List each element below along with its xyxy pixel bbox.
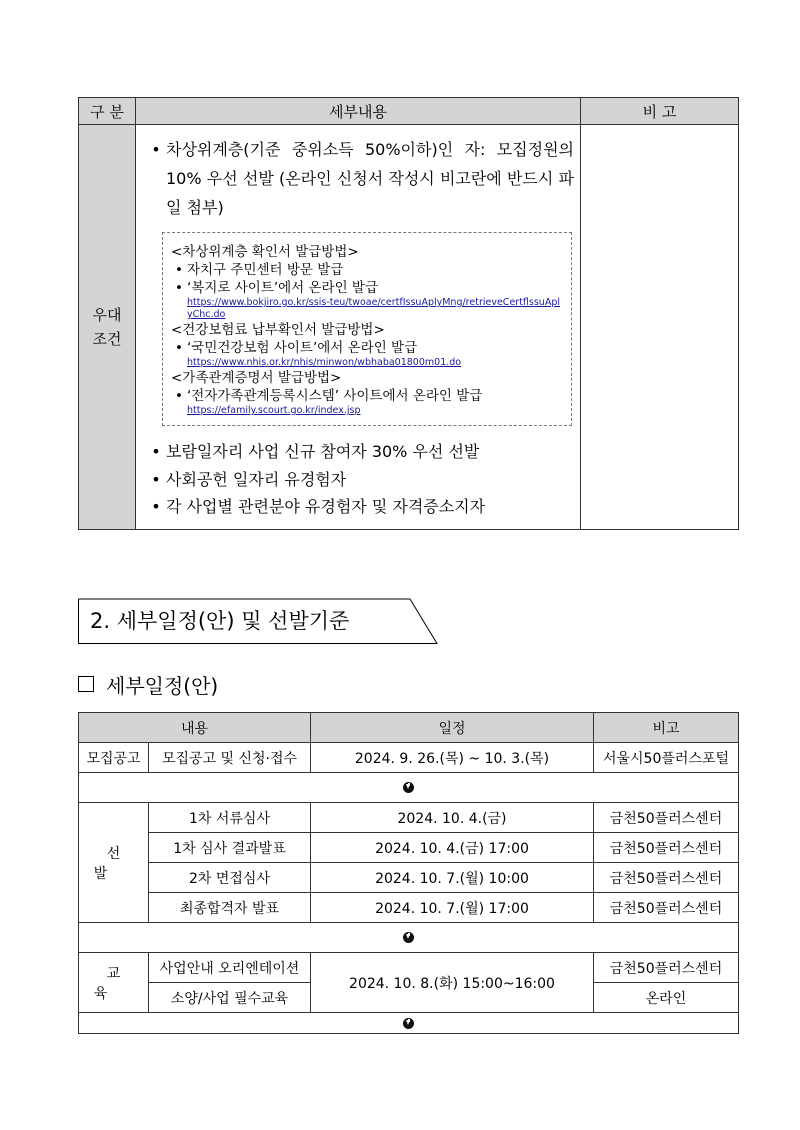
bullet-list [146,438,574,521]
table-row [79,803,739,833]
bullet-icon: • [175,280,183,296]
cell-note: 금천50플러스센터 [594,893,739,923]
row-label-text: 우대 조건 [92,305,122,348]
note-cell [581,125,739,530]
list-item-text: ‘복지로 사이트’에서 온라인 발급 [187,280,378,296]
bullet-text: 각 사업별 관련분야 유경험자 및 자격증소지자 [166,497,486,516]
header-content: 내용 [79,713,311,743]
cell-note: 금천50플러스센터 [594,863,739,893]
url-link[interactable]: https://www.nhis.or.kr/nhis/minwon/wbhaba01800m01.do [187,357,462,368]
table-row [79,743,739,773]
bullet-icon: • [151,497,161,516]
cell-date: 2024. 9. 26.(목) ~ 10. 3.(목) [311,743,594,773]
cell-date: 2024. 10. 7.(월) 10:00 [311,863,594,893]
section-heading-text: 2. 세부일정(안) 및 선발기준 [90,609,350,633]
list-item [171,387,561,405]
table-row [79,953,739,983]
bullet-text: 사회공헌 일자리 유경험자 [166,469,347,489]
bullet-icon: • [175,388,183,404]
cell-date: 2024. 10. 4.(금) 17:00 [311,833,594,863]
list-item [146,493,574,521]
header-note: 비고 [594,713,739,743]
down-arrow-icon [403,1018,414,1029]
cell-note: 서울시50플러스포털 [594,743,739,773]
cell-date: 2024. 10. 4.(금) [311,803,594,833]
cell-note: 금천50플러스센터 [594,803,739,833]
category-recruit: 모집공고 [79,743,149,773]
down-arrow-icon [403,782,414,793]
cell-note: 금천50플러스센터 [594,953,739,983]
preference-table [78,97,739,530]
box-section-title: <가족관계증명서 발급방법> [171,370,342,386]
list-item [171,279,561,297]
header-note: 비 고 [581,98,739,125]
down-arrow-icon [403,932,414,943]
bullet-icon: • [151,140,161,159]
bullet-text: 차상위계층(기준 중위소득 50%이하)인 자: 모집정원의 10% 우선 선발 (온라인 신청서 작성시 비고란에 반드시 파일 첨부) [166,140,574,217]
list-item [146,135,574,222]
table-row [79,833,739,863]
subheading [78,672,218,700]
header-schedule: 일정 [311,713,594,743]
cell-note: 금천50플러스센터 [594,833,739,863]
cell-item: 최종합격자 발표 [149,893,311,923]
list-item [171,261,561,279]
cell-item: 1차 심사 결과발표 [149,833,311,863]
bullet-icon: • [151,469,161,489]
arrow-row [79,773,739,803]
document-issuance-box [162,232,572,426]
arrow-row [79,1013,739,1034]
cell-item: 2차 면접심사 [149,863,311,893]
table-row [79,125,739,530]
cell-item: 소양/사업 필수교육 [149,983,311,1013]
header-category: 구 분 [79,98,136,125]
bullet-icon: • [175,340,183,356]
table-header-row [79,98,739,125]
url-link[interactable]: https://efamily.scourt.go.kr/index.jsp [187,405,361,416]
schedule-table [78,712,739,1034]
section-heading [78,598,438,644]
list-item-text: 자치구 주민센터 방문 발급 [187,262,344,278]
cell-date: 2024. 10. 8.(화) 15:00~16:00 [311,953,594,1013]
cell-item: 사업안내 오리엔테이션 [149,953,311,983]
checkbox-square-icon [78,676,94,692]
url-link[interactable]: https://www.bokjiro.go.kr/ssis-teu/twoae/certfIssuAplyMng/retrieveCertflssuAplyChc.do [187,297,560,320]
list-item-text: ‘전자가족관계등록시스템’ 사이트에서 온라인 발급 [187,388,483,404]
header-details: 세부내용 [136,98,581,125]
arrow-row [79,923,739,953]
box-section-title: <건강보험료 납부확인서 발급방법> [171,322,385,338]
table-row [79,893,739,923]
bullet-text: 보람일자리 사업 신규 참여자 30% 우선 선발 [166,442,480,461]
cell-note: 온라인 [594,983,739,1013]
category-education: 교 육 [79,953,149,1013]
table-header-row [79,713,739,743]
cell-item: 1차 서류심사 [149,803,311,833]
list-item [146,466,574,494]
row-label [79,125,136,530]
table-row [79,863,739,893]
details-cell [136,125,581,530]
box-section-title: <차상위계층 확인서 발급방법> [171,244,359,260]
subheading-text: 세부일정(안) [106,674,219,698]
bullet-icon: • [151,442,161,461]
list-item [171,339,561,357]
list-item-text: ‘국민건강보험 사이트’에서 온라인 발급 [187,340,418,356]
cell-item: 모집공고 및 신청·접수 [149,743,311,773]
list-item [146,438,574,466]
cell-date: 2024. 10. 7.(월) 17:00 [311,893,594,923]
bullet-icon: • [175,262,183,278]
category-selection: 선 발 [79,803,149,923]
